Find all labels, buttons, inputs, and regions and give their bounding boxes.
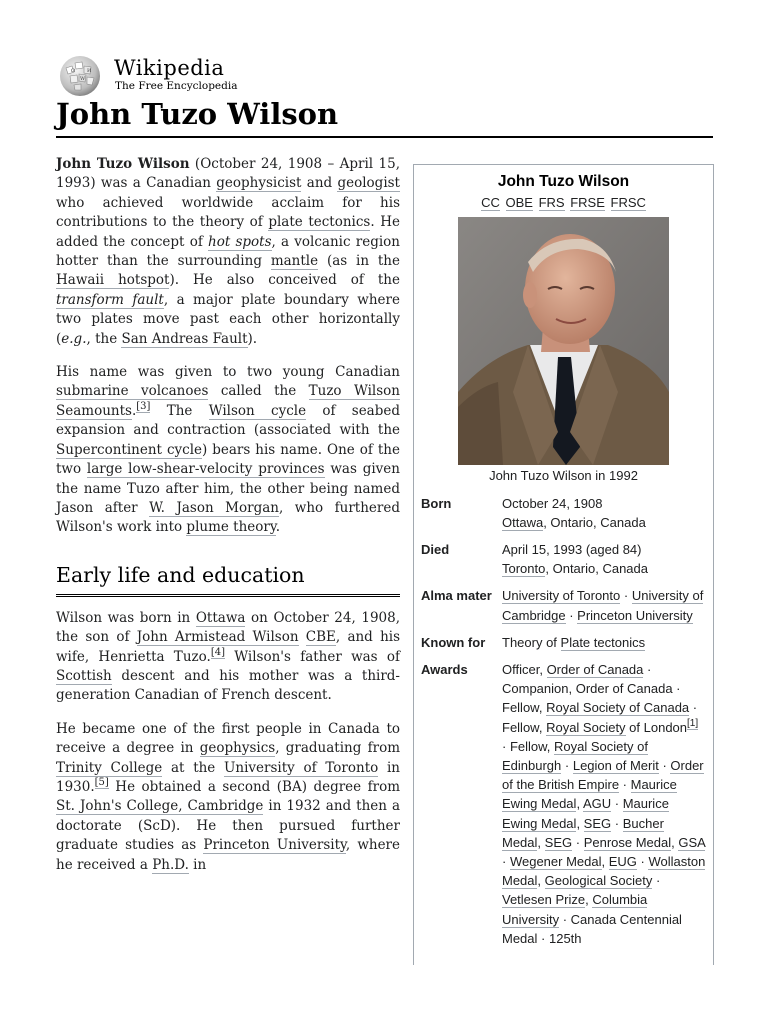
text-run: Companion, Order of Canada bbox=[502, 681, 673, 697]
text-run: descent and his mother was a third-generation Canadian of French descent. bbox=[56, 667, 400, 704]
text-run: . He added the concept of bbox=[56, 214, 400, 250]
link-llsvp[interactable]: large low-shear-velocity provinces bbox=[86, 461, 325, 478]
text-run: His name was given to two young Canadian bbox=[56, 364, 400, 381]
reference-3[interactable]: [3] bbox=[136, 401, 151, 413]
wikipedia-globe-icon bbox=[56, 54, 104, 98]
text-run: The bbox=[150, 402, 209, 419]
infobox-title: John Tuzo Wilson bbox=[497, 173, 630, 190]
link-seg-2[interactable]: SEG bbox=[544, 834, 573, 850]
link-columbia-university[interactable]: Columbia University bbox=[502, 892, 648, 927]
link-plate-tectonics-infobox[interactable]: Plate tectonics bbox=[560, 634, 646, 650]
postnominal-frs[interactable]: FRS bbox=[538, 195, 565, 211]
intro-paragraph bbox=[56, 155, 400, 349]
died-date: April 15, 1993 (aged 84) bbox=[502, 542, 642, 558]
text-run: in bbox=[188, 856, 207, 873]
text-run: in 1932 and then a doctorate (ScD). He then pursued further graduate studies as bbox=[56, 798, 401, 854]
reference-1[interactable]: [1] bbox=[687, 718, 699, 730]
subject-name: John Tuzo Wilson bbox=[56, 156, 190, 172]
link-royal-society-of-canada[interactable]: Royal Society of Canada bbox=[546, 700, 690, 716]
link-san-andreas-fault[interactable]: San Andreas Fault bbox=[121, 330, 248, 347]
row-label-died: Died bbox=[421, 542, 450, 558]
link-penrose-medal[interactable]: Penrose Medal bbox=[583, 834, 672, 850]
text-run: . bbox=[131, 402, 137, 419]
reference-5[interactable]: [5] bbox=[94, 777, 109, 789]
text-run: was given the name Tuzo after him, the other being named Jason after bbox=[56, 461, 400, 516]
text-run: Canada Centennial Medal bbox=[502, 911, 682, 946]
link-tuzo-wilson-seamounts[interactable]: Tuzo Wilson Seamounts bbox=[56, 383, 400, 419]
link-ottawa-infobox[interactable]: Ottawa bbox=[502, 514, 544, 530]
text-italic: e.g. bbox=[61, 330, 87, 347]
row-label-awards: Awards bbox=[421, 662, 468, 678]
link-seg[interactable]: SEG bbox=[583, 815, 612, 831]
link-hot-spots[interactable]: hot spots bbox=[208, 233, 272, 250]
link-princeton-infobox[interactable]: Princeton University bbox=[577, 607, 693, 623]
link-toronto-infobox[interactable]: Toronto bbox=[502, 561, 546, 577]
link-st-johns-college[interactable]: St. John's College, Cambridge bbox=[56, 798, 264, 815]
text-run: , who furthered Wilson's work into bbox=[56, 499, 400, 536]
row-label-alma-mater: Alma mater bbox=[421, 588, 492, 604]
text-run: Officer, bbox=[502, 662, 547, 678]
postnominal-obe[interactable]: OBE bbox=[505, 195, 533, 211]
text-run: Fellow, bbox=[502, 719, 547, 735]
link-trinity-college[interactable]: Trinity College bbox=[56, 759, 163, 776]
text-run: who achieved worldwide acclaim for his contributions to the theory of bbox=[56, 194, 400, 231]
svg-text:Ω: Ω bbox=[71, 68, 76, 74]
page-title: John Tuzo Wilson bbox=[56, 97, 339, 131]
text-run: He became one of the first people in Canada to receive a degree in bbox=[56, 720, 400, 757]
infobox-row-alma-mater bbox=[414, 584, 713, 626]
link-transform-fault[interactable]: transform fault bbox=[56, 291, 164, 308]
row-value-known-for bbox=[502, 633, 706, 652]
link-wilson-cycle[interactable]: Wilson cycle bbox=[208, 402, 307, 419]
text-run: , a major plate boundary where two plates move past each other horizontally ( bbox=[56, 291, 400, 347]
row-value-alma-mater: University of Toronto · University of Cambridge · Princeton University bbox=[502, 588, 704, 623]
text-run: , and his wife, Henrietta Tuzo. bbox=[56, 629, 401, 665]
text-run bbox=[299, 629, 306, 645]
link-w-jason-morgan[interactable]: W. Jason Morgan bbox=[149, 499, 279, 516]
section-heading-early-life: Early life and education bbox=[56, 562, 400, 597]
link-phd[interactable]: Ph.D. bbox=[152, 856, 189, 873]
infobox-row-born bbox=[414, 492, 713, 534]
link-princeton-university[interactable]: Princeton University bbox=[203, 837, 346, 854]
link-plume-theory[interactable]: plume theory bbox=[186, 519, 276, 536]
link-john-armistead-wilson[interactable]: John Armistead Wilson bbox=[136, 629, 299, 646]
reference-4[interactable]: [4] bbox=[210, 647, 225, 659]
link-bucher-medal[interactable]: Bucher Medal bbox=[502, 815, 664, 850]
text-run: He obtained a second (BA) degree from bbox=[108, 778, 400, 795]
infobox-postnominals bbox=[414, 193, 713, 212]
link-vetlesen-prize[interactable]: Vetlesen Prize bbox=[502, 892, 586, 908]
infobox-row-died bbox=[414, 538, 713, 580]
link-mantle[interactable]: mantle bbox=[270, 253, 319, 270]
text-run: , the bbox=[86, 330, 122, 347]
text-run: at the bbox=[162, 759, 225, 776]
link-geophysicist[interactable]: geophysicist bbox=[216, 175, 302, 192]
infobox-rows bbox=[414, 492, 713, 950]
article-body bbox=[56, 155, 400, 889]
text-run: Fellow, bbox=[509, 738, 555, 754]
text-run: Theory of bbox=[502, 634, 561, 650]
row-label-born: Born bbox=[421, 495, 452, 511]
text-run: on October 24, 1908, the son of bbox=[56, 609, 401, 646]
link-supercontinent-cycle[interactable]: Supercontinent cycle bbox=[56, 441, 202, 458]
row-value-awards: Officer, Order of Canada · Companion, Order of Canada · Fellow, Royal Society of Canada · Fellow, Royal Society of London[1] · Fellow, Royal Society of Edinburgh · Legion of Merit · Order of the British Empire · Maurice Ewing Medal, AGU · Maurice Ewing Medal, SEG · Bucher Medal, SEG · Penrose Medal, GSA · Wegener Medal, EUG · Wollaston Medal, Geological Society · Vetlesen Prize, Columbia University · Canada Centennial Medal · 125th bbox=[502, 662, 706, 946]
text-run: Wilson's father was of bbox=[224, 648, 401, 665]
born-place bbox=[502, 513, 706, 532]
link-wollaston-medal[interactable]: Wollaston Medal bbox=[502, 854, 706, 889]
wikipedia-logo[interactable] bbox=[56, 54, 256, 98]
infobox-row-awards bbox=[414, 658, 713, 950]
text-run: called the bbox=[208, 383, 309, 400]
link-ottawa[interactable]: Ottawa bbox=[195, 609, 246, 626]
link-maurice-ewing-medal-seg[interactable]: Maurice Ewing Medal bbox=[502, 796, 669, 831]
text-run: , Ontario, Canada bbox=[543, 514, 646, 530]
link-geological-society[interactable]: Geological Society bbox=[544, 873, 653, 889]
link-royal-society[interactable]: Royal Society bbox=[546, 719, 626, 735]
link-scottish[interactable]: Scottish bbox=[56, 667, 112, 684]
text-run: , graduating from bbox=[275, 740, 400, 757]
portrait-photo[interactable] bbox=[458, 217, 669, 465]
row-value-died bbox=[502, 540, 706, 578]
link-geologist[interactable]: geologist bbox=[337, 175, 400, 192]
early-life-paragraph bbox=[56, 609, 400, 706]
title-divider bbox=[56, 136, 713, 138]
text-run: . bbox=[275, 519, 280, 536]
wikipedia-wordmark: Wikipedia bbox=[114, 56, 225, 80]
link-plate-tectonics[interactable]: plate tectonics bbox=[268, 214, 371, 231]
text-run: ). bbox=[247, 330, 258, 347]
text-run: (October 24, 1908 – April 15, 1993) was a Canadian bbox=[56, 156, 400, 192]
postnominal-frse[interactable]: FRSE bbox=[570, 195, 605, 211]
portrait-caption: John Tuzo Wilson in 1992 bbox=[489, 468, 638, 484]
link-legion-of-merit[interactable]: Legion of Merit bbox=[572, 758, 659, 774]
text-run: , where he received a bbox=[56, 837, 401, 873]
link-cbe[interactable]: CBE bbox=[305, 629, 336, 646]
text-run: , a volcanic region hotter than the surrounding bbox=[56, 233, 400, 270]
link-gsa[interactable]: GSA bbox=[678, 834, 706, 850]
link-geophysics[interactable]: geophysics bbox=[199, 740, 276, 757]
text-run: Wilson was born in bbox=[56, 609, 196, 626]
text-run: (as in the bbox=[318, 253, 400, 270]
text-run: ). He also conceived of the bbox=[169, 272, 400, 289]
svg-text:И: И bbox=[87, 68, 92, 74]
text-run: of seabed expansion and contraction (associated with the bbox=[56, 402, 401, 439]
text-run: , Ontario, Canada bbox=[545, 561, 648, 577]
link-order-of-british-empire[interactable]: Order of the British Empire bbox=[502, 758, 704, 793]
postnominal-cc[interactable]: CC bbox=[481, 195, 500, 211]
text-run: of London bbox=[625, 719, 688, 735]
died-place bbox=[502, 559, 706, 578]
link-maurice-ewing-medal-agu[interactable]: Maurice Ewing Medal bbox=[502, 777, 677, 812]
postnominal-frsc[interactable]: FRSC bbox=[610, 195, 646, 211]
link-university-of-toronto-infobox[interactable]: University of Toronto bbox=[502, 588, 621, 604]
link-submarine-volcanoes[interactable]: submarine volcanoes bbox=[56, 383, 209, 400]
born-date: October 24, 1908 bbox=[502, 495, 603, 511]
wikipedia-tagline: The Free Encyclopedia bbox=[115, 80, 238, 92]
infobox-row-known-for bbox=[414, 631, 713, 654]
legacy-paragraph bbox=[56, 363, 400, 538]
link-university-of-toronto[interactable]: University of Toronto bbox=[224, 759, 379, 776]
svg-text:W: W bbox=[80, 76, 86, 82]
infobox bbox=[413, 164, 714, 965]
link-university-of-cambridge[interactable]: University of Cambridge bbox=[502, 588, 704, 623]
text-run: in 1930. bbox=[56, 759, 400, 795]
link-royal-society-of-edinburgh[interactable]: Royal Society of Edinburgh bbox=[502, 738, 648, 774]
link-hawaii-hotspot[interactable]: Hawaii hotspot bbox=[56, 272, 170, 289]
link-agu[interactable]: AGU bbox=[582, 796, 612, 812]
link-eug[interactable]: EUG bbox=[608, 854, 637, 870]
text-run: Fellow, bbox=[502, 700, 547, 716]
text-run: and bbox=[301, 175, 338, 192]
text-run: ) bears his name. One of the two bbox=[56, 441, 400, 478]
education-paragraph bbox=[56, 720, 400, 875]
text-run: 125th bbox=[548, 930, 582, 946]
row-label-known-for: Known for bbox=[421, 634, 486, 650]
row-value-born bbox=[502, 494, 706, 532]
link-order-of-canada[interactable]: Order of Canada bbox=[546, 662, 644, 678]
link-wegener-medal[interactable]: Wegener Medal bbox=[509, 854, 602, 870]
